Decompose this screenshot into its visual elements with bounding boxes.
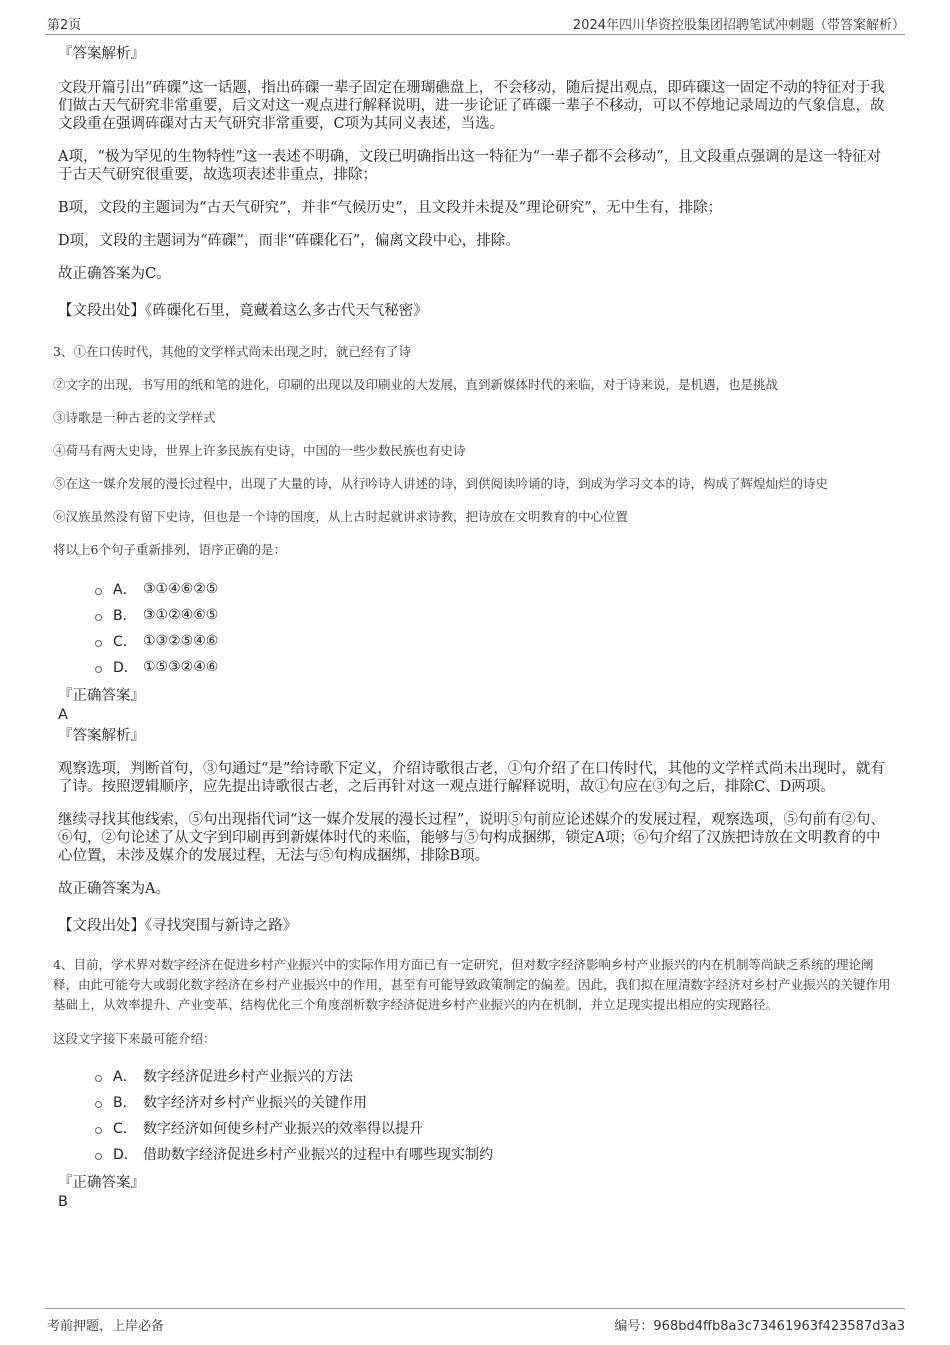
page-number: 第2页 — [47, 18, 82, 33]
radio-icon[interactable] — [95, 1127, 102, 1134]
question-3-line: ⑤在这一媒介发展的漫长过程中，出现了大量的诗，从行吟诗人讲述的诗，到供阅读吟诵的诗，到成为学习文本的诗，构成了辉煌灿烂的诗史 — [53, 476, 829, 491]
analysis-paragraph: 观察选项，判断首句，③句通过“是”给诗歌下定义，介绍诗歌很古老，①句介绍了在口传时代，其他的文学样式尚未出现时，就有了诗。按照逻辑顺序，应先提出诗歌很古老，之后再针对这一观点进行解释说明，故①句应在③句之后，排除C、D两项。 — [58, 761, 885, 795]
correct-answer-label: 『正确答案』 — [58, 1175, 145, 1191]
footer-slogan: 考前押题，上岸必备 — [47, 1319, 165, 1334]
option-a[interactable]: A． ③①④⑥②⑤ — [95, 576, 900, 602]
option-d[interactable]: D． ①⑤③②④⑥ — [95, 654, 900, 680]
analysis-conclusion: 故正确答案为C。 — [58, 266, 171, 282]
page-content — [45, 44, 900, 1211]
passage-source: 【文段出处】《寻找突围与新诗之路》 — [58, 918, 298, 934]
question-3-prompt: 将以上6个句子重新排列，语序正确的是： — [53, 542, 286, 557]
page-header — [45, 12, 905, 35]
radio-icon[interactable] — [95, 1075, 102, 1082]
analysis-label: 『答案解析』 — [58, 46, 145, 62]
analysis-paragraph: 文段开篇引出“砗磲”这一话题，指出砗磲一辈子固定在珊瑚礁盘上，不会移动，随后提出观点，即砗磲这一固定不动的特征对于我们做古天气研究非常重要，后文对这一观点进行解释说明，进一步论证了砗磲一辈子不移动，可以不停地记录周边的气象信息，故文段重在强调砗磲对古天气研究非常重要，C项为其同义表述，当选。 — [58, 80, 885, 132]
radio-icon[interactable] — [95, 614, 102, 621]
page-footer — [45, 1308, 905, 1334]
analysis-label: 『答案解析』 — [58, 728, 145, 744]
radio-icon[interactable] — [95, 1101, 102, 1108]
analysis-paragraph: A项，“极为罕见的生物特性”这一表述不明确，文段已明确指出这一特征为“一辈子都不会移动”，且文段重点强调的是这一特征对于古天气研究很重要，故选项表述非重点，排除； — [58, 149, 882, 183]
question-4-options — [95, 1063, 900, 1167]
correct-answer: A — [58, 707, 68, 723]
question-3-line: ③诗歌是一种古老的文学样式 — [53, 410, 216, 425]
radio-icon[interactable] — [95, 666, 102, 673]
question-3-line: ④荷马有两大史诗，世界上许多民族有史诗，中国的一些少数民族也有史诗 — [53, 443, 466, 458]
question-3-line: ②文字的出现，书写用的纸和笔的进化，印刷的出现以及印刷业的大发展，直到新媒体时代的来临，对于诗来说，是机遇，也是挑战 — [53, 377, 779, 392]
question-3-options — [95, 576, 900, 680]
option-c[interactable]: C． ①③②⑤④⑥ — [95, 628, 900, 654]
question-3-line: 3、①在口传时代，其他的文学样式尚未出现之时，就已经有了诗 — [53, 344, 411, 359]
option-a[interactable]: A． 数字经济促进乡村产业振兴的方法 — [95, 1063, 900, 1089]
correct-answer-label: 『正确答案』 — [58, 688, 145, 704]
document-title: 2024年四川华资控股集团招聘笔试冲刺题（带答案解析） — [572, 18, 905, 33]
passage-source: 【文段出处】《砗磲化石里，竟藏着这么多古代天气秘密》 — [58, 303, 428, 319]
correct-answer: B — [58, 1194, 68, 1210]
analysis-paragraph: B项，文段的主题词为“古天气研究”，并非“气候历史”，且文段并未提及“理论研究”，无中生有，排除； — [58, 200, 723, 216]
radio-icon[interactable] — [95, 588, 102, 595]
question-4-passage: 4、目前，学术界对数字经济在促进乡村产业振兴中的实际作用方面已有一定研究，但对数字经济影响乡村产业振兴的内在机制等尚缺乏系统的理论阐释，由此可能夸大或弱化数字经济在乡村产业振兴中的作用，甚至有可能导致政策制定的偏差。因此，我们拟在厘清数字经济对乡村产业振兴的关键作用基础上，从效率提升、产业变革、结构优化三个角度剖析数字经济促进乡村产业振兴的内在机制，并立足现实提出相应的实现路径。 — [53, 957, 891, 1012]
option-b[interactable]: B． 数字经济对乡村产业振兴的关键作用 — [95, 1089, 900, 1115]
radio-icon[interactable] — [95, 1153, 102, 1160]
option-c[interactable]: C． 数字经济如何使乡村产业振兴的效率得以提升 — [95, 1115, 900, 1141]
question-3-line: ⑥汉族虽然没有留下史诗，但也是一个诗的国度，从上古时起就讲求诗教，把诗放在文明教育的中心位置 — [53, 509, 629, 524]
question-4-prompt: 这段文字接下来最可能介绍： — [53, 1031, 216, 1046]
analysis-conclusion: 故正确答案为A。 — [58, 881, 170, 897]
option-b[interactable]: B． ③①②④⑥⑤ — [95, 602, 900, 628]
analysis-paragraph: D项，文段的主题词为“砗磲”，而非“砗磲化石”，偏离文段中心，排除。 — [58, 233, 520, 249]
option-d[interactable]: D． 借助数字经济促进乡村产业振兴的过程中有哪些现实制约 — [95, 1141, 900, 1167]
radio-icon[interactable] — [95, 640, 102, 647]
serial-number: 编号：968bd4ffb8a3c73461963f423587d3a3 — [614, 1319, 905, 1334]
analysis-paragraph: 继续寻找其他线索，⑤句出现指代词“这一媒介发展的漫长过程”，说明⑤句前应论述媒介的发展过程，观察选项，⑤句前有②句、⑥句，②句论述了从文字到印刷再到新媒体时代的来临，能够与⑤句构成捆绑，锁定A项；⑥句介绍了汉族把诗放在文明教育的中心位置，未涉及媒介的发展过程，无法与⑤句构成捆绑，排除B项。 — [58, 812, 885, 864]
